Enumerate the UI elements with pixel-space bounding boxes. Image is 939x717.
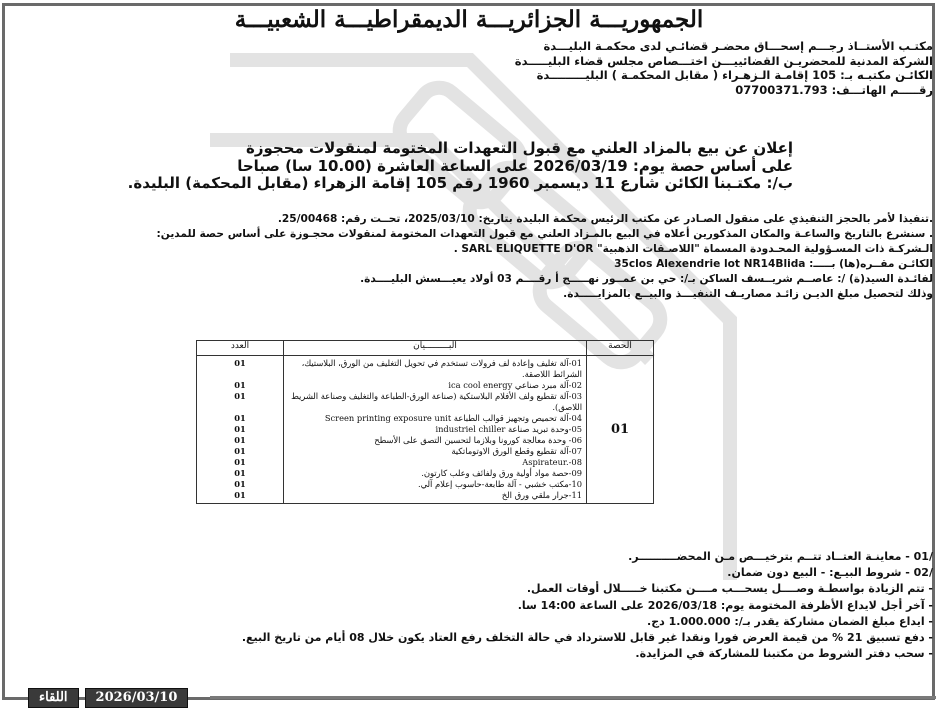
- items-quantity-cell: [197, 356, 284, 504]
- item-quantity: 01: [234, 380, 246, 390]
- item-description: 09-حصة مواد أولية ورق ولفائف وعلب كارتون.: [421, 468, 582, 478]
- item-quantity: 01: [234, 424, 246, 434]
- auction-headline: [93, 140, 793, 193]
- items-description-cell: [284, 356, 587, 504]
- term-line: - ايداع مبلغ الضمان مشاركة يقدر بـ/: 1.000.000 دج.: [647, 614, 933, 628]
- item-quantity: 01: [234, 358, 246, 368]
- table-header-row: [197, 341, 654, 356]
- beneficiary: لفائـدة السيد(ة) /: عاصــم شريــسف الساكن بـ/: حي بن عمــور نهـــــج أ رقــــم 03 أولاد يعيـــسش البليــــدة.: [360, 273, 933, 285]
- item-quantity: 01: [234, 446, 246, 456]
- office-phone: رقـــــم الهاتـــف: 07700371.793: [735, 82, 933, 97]
- header-lot: الحصة: [587, 341, 654, 356]
- item-quantity: 01: [234, 468, 246, 478]
- item-quantity: 01: [234, 479, 246, 489]
- republic-title: الجمهوريـــة الجزائريـــة الديمقراطيـــة الشعبيـــة: [234, 6, 704, 33]
- publication-date: 2026/03/10: [85, 688, 189, 708]
- item-quantity: 01: [234, 457, 246, 467]
- notice-body: [8, 212, 933, 302]
- item-description: 01-آلة تغليف وإعادة لف فرولات تستخدم في تحويل التغليف من الورق، البلاستيك، الشرائط اللاصقة.: [301, 358, 582, 379]
- item-quantity: 01: [234, 435, 246, 445]
- headline-line: ب/: مكتـبنا الكائن شارع 11 ديسمبر 1960 رقم 105 إقامة الزهراء (مقابل المحكمة) البليدة.: [127, 174, 793, 192]
- debtor-address: الكائـن مقــره(ها) بـــــ: 35clos Alexendrie lot NR14Blida: [614, 258, 933, 270]
- item-description: 07-آلة تقطيع وقطع الورق الاوتوماتكية: [451, 446, 582, 456]
- publication-footer: [28, 688, 188, 706]
- office-line: الشركة المدنية للمحضريـن القضائييـــن اختـــصاص مجلس قضاء البليـــــدة: [514, 53, 933, 68]
- header-description: البـــــــــيان: [284, 341, 587, 356]
- headline-line: إعلان عن بيع بالمزاد العلني مع قبول التعهدات المختومة لمنقولات محجوزة: [246, 139, 793, 157]
- item-description: 05-وحدة تبريد صناعة industriel chiller: [435, 424, 582, 434]
- lots-table: [196, 340, 654, 504]
- table-row: [197, 356, 654, 504]
- term-line: /02 - شروط البيـع: - البيع دون ضمان.: [727, 566, 933, 580]
- headline-line: على أساس حصة يوم: 2026/03/19 على الساعة العاشرة (10.00 سا) صباحا: [237, 156, 793, 175]
- office-line: الكائـن مكتبـه بـ: 105 إقامـة الـزهـراء ( مقابل المحكمـة ) البليـــــــــدة: [536, 68, 933, 82]
- office-line: مكتـب الأستــاذ رجـــم إسحـــاق محضـر قضائـي لدى محكمـة البليـــدة: [543, 39, 933, 53]
- body-paragraph: . سنشرع بالتاريخ والساعـة والمكان المذكورين أعلاه في البيع بالمـزاد العلني مع قبول التعهدات المختومة لمنقولات محجـوزة على أساس حصة للمدين:: [156, 228, 933, 240]
- term-line: - تتم الزيادة بواسطـة وصــــل يسحـــب مــــن مكتبنا خـــــلال أوقات العمل.: [526, 582, 933, 596]
- item-description: 10-مكتب خشبي - آلة طابعة-حاسوب إعلام آلي.: [417, 479, 582, 489]
- item-quantity: 01: [234, 413, 246, 423]
- item-description: 02-آلة مبرد صناعي ica cool energy: [448, 380, 582, 390]
- sale-terms: [173, 549, 933, 662]
- item-description: Aspirateur.-08: [522, 457, 582, 467]
- item-description: 06- وحدة معالجة كورونا وبلازما لتحسين التصق على الأسطح: [374, 435, 582, 445]
- term-line: /01 - معاينـة العتــاد تتــم بترخيـــص مـن المحضــــــــــر.: [628, 550, 933, 563]
- item-description: 03-آلة تقطيع ولف الأفلام البلاستكية (صناعة الورق-الطباعة والتغليف وصناعة الشريط اللاصق).: [291, 391, 582, 412]
- debtor-company: الـشركـة ذات المسـؤولية المحـدودة المسماة "اللاصـقات الذهبية" SARL ELIQUETTE D'OR .: [453, 243, 933, 255]
- item-description: 11-جرار ملقي ورق الخ: [501, 490, 582, 500]
- term-line: - آخر أجل لايداع الأظرفة المختومة يوم: 2026/03/18 على الساعة 14:00 سا.: [517, 598, 933, 612]
- item-quantity: 01: [234, 490, 246, 500]
- bailiff-office-block: [313, 39, 933, 97]
- term-line: - سحب دفتر الشروط من مكتبنا للمشاركة في المزايدة.: [635, 647, 933, 661]
- item-quantity: 01: [234, 391, 246, 401]
- body-paragraph: وذلك لتحصيل مبلغ الديـن زائـد مصاريـف التنفيـــذ والبيــع بالمزايـــــدة.: [563, 288, 933, 300]
- item-description: 04-آلة تحميص وتجهيز قوالب الطباعة Screen printing exposure unit: [324, 413, 582, 423]
- term-line: - دفع تسبيق 21 % من قيمة العرض فورا ونقدا غير قابل للاسترداد في حالة التخلف رفع العتاد يكون خلال 08 أيام من تاريخ البيع.: [241, 631, 933, 645]
- lot-number: 01: [587, 356, 654, 504]
- body-paragraph: .تنفيذا لأمر بالحجز التنفيذي على منقول الصـادر عن مكتب الرئيس محكمة البليدة بتاريخ: 2025/03/10، تحــت رقم: 25/00468.: [277, 213, 933, 225]
- footer-rule: [210, 696, 936, 699]
- header-quantity: العدد: [197, 341, 284, 356]
- newspaper-name: اللقاء: [28, 688, 79, 708]
